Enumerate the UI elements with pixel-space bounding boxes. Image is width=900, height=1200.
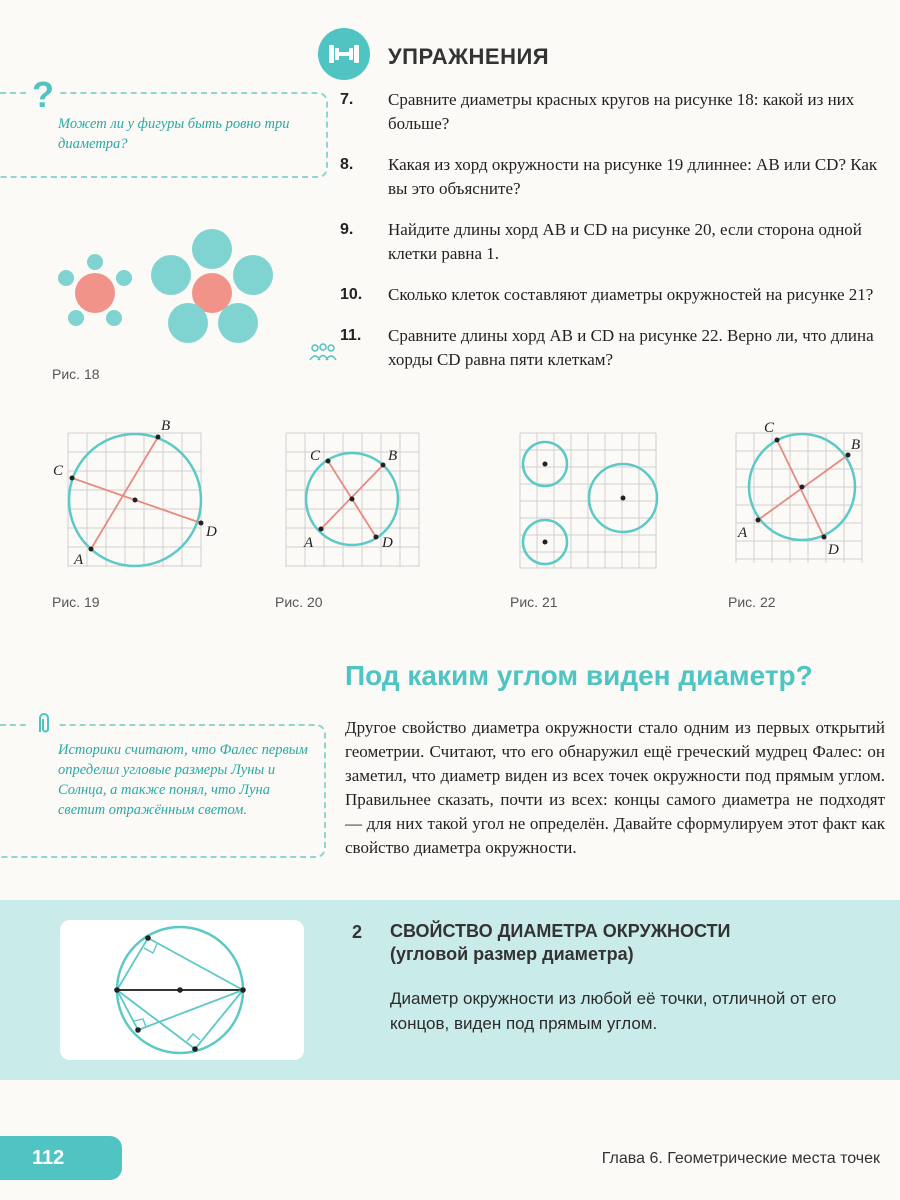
point-label-b: B	[388, 448, 398, 464]
figure-19-caption: Рис. 19	[52, 594, 100, 610]
teal-circle	[192, 229, 232, 269]
property-title: СВОЙСТВО ДИАМЕТРА ОКРУЖНОСТИ	[390, 921, 731, 941]
figure-20-caption: Рис. 20	[275, 594, 323, 610]
point-label-d: D	[828, 542, 839, 558]
teal-circle	[106, 310, 122, 326]
property-subtitle: (угловой размер диаметра)	[390, 944, 634, 964]
teal-circle	[58, 270, 74, 286]
exercise-text: Сравните длины хорд AB и CD на рисунке 22. Верно ли, что длина хорды CD равна пяти клеткам?	[388, 326, 874, 369]
teal-circle	[151, 255, 191, 295]
teal-circle	[168, 303, 208, 343]
point-label-a: A	[74, 552, 84, 568]
exercise-item	[340, 153, 885, 201]
page-number: 112	[32, 1147, 65, 1169]
teal-circle	[68, 310, 84, 326]
exercise-text: Сколько клеток составляют диаметры окружностей на рисунке 21?	[388, 285, 874, 304]
exercises-list	[340, 88, 885, 389]
exercise-number: 9.	[340, 221, 354, 238]
point-label-c: C	[764, 420, 775, 436]
exercise-number: 8.	[340, 156, 354, 173]
question-mark-icon: ?	[28, 74, 58, 116]
teal-circle	[87, 254, 103, 270]
exercise-text: Какая из хорд окружности на рисунке 19 длиннее: AB или CD? Как вы это объясните?	[388, 155, 878, 198]
exercise-item	[340, 218, 885, 266]
point-label-d: D	[206, 524, 217, 540]
exercise-number: 11.	[340, 327, 362, 344]
exercise-item	[340, 88, 885, 136]
exercise-item	[340, 324, 885, 372]
property-title-block	[390, 920, 730, 966]
point-label-a: A	[304, 535, 314, 551]
figure-20	[280, 415, 440, 575]
exercise-item	[340, 283, 885, 307]
property-statement: Диаметр окружности из любой её точки, отличной от его концов, виден под прямым углом.	[390, 989, 837, 1033]
exercise-number: 10.	[340, 286, 363, 303]
dumbbell-icon	[318, 28, 370, 80]
property-figure	[60, 920, 304, 1060]
figure-18-caption: Рис. 18	[52, 366, 100, 382]
exercises-header	[318, 28, 878, 84]
group-work-icon	[308, 342, 338, 369]
figure-21-caption: Рис. 21	[510, 594, 558, 610]
exercise-number: 7.	[340, 91, 354, 108]
teal-circle	[116, 270, 132, 286]
property-figure-card	[60, 920, 304, 1060]
paperclip-icon	[30, 710, 58, 741]
figure-22-caption: Рис. 22	[728, 594, 776, 610]
section-body: Другое свойство диаметра окружности стало одним из первых открытий геометрии. Считают, что его обнаружил ещё греческий мудрец Фалес: он заметил, что диаметр виден из всех точек окружности под прямым углом. Правильнее сказать, почти из всех: концы самого диаметра не подходят — для них такой угол не определён. Давайте сформулируем этот факт как свойство диаметра окружности.	[345, 718, 885, 857]
question-text: Может ли у фигуры быть ровно три диаметра?	[58, 116, 290, 152]
red-circle-small	[75, 273, 115, 313]
point-label-b: B	[161, 418, 171, 434]
point-label-d: D	[382, 535, 393, 551]
exercises-title: УПРАЖНЕНИЯ	[388, 44, 550, 69]
point-label-c: C	[53, 463, 64, 479]
teal-circle	[218, 303, 258, 343]
point-label-a: A	[738, 525, 748, 541]
section-title: Под каким углом виден диаметр?	[345, 660, 813, 691]
figure-22	[730, 415, 880, 575]
figure-18	[50, 225, 320, 345]
property-number: 2	[352, 922, 363, 942]
figure-19	[50, 415, 230, 575]
teal-circle	[233, 255, 273, 295]
note-text: Историки считают, что Фалес первым определил угловые размеры Луны и Солнца, а также понял, что Луна светит отражённым светом.	[58, 742, 308, 818]
exercise-text: Найдите длины хорд AB и CD на рисунке 20, если сторона одной клетки равна 1.	[388, 220, 862, 263]
point-label-c: C	[310, 448, 321, 464]
exercise-text: Сравните диаметры красных кругов на рисунке 18: какой из них больше?	[388, 90, 855, 133]
figure-21	[515, 428, 670, 573]
point-label-b: B	[851, 437, 861, 453]
chapter-title: Глава 6. Геометрические места точек	[601, 1150, 880, 1167]
